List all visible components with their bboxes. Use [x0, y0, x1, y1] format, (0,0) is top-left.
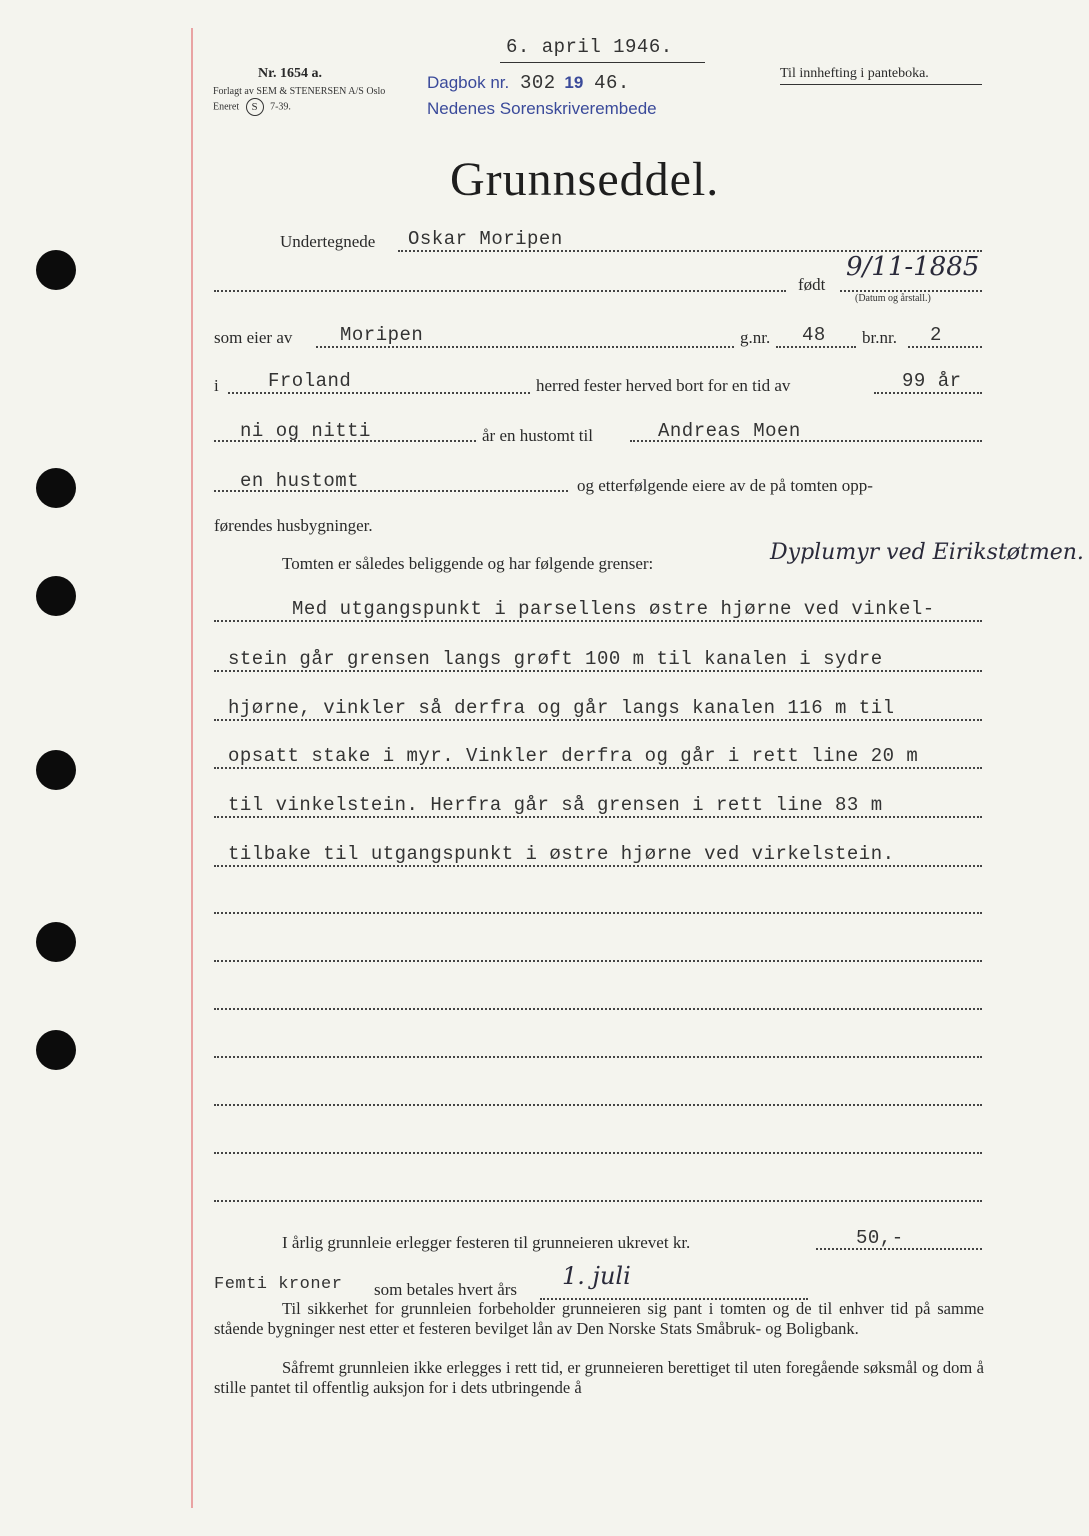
brnr-label: br.nr. [862, 328, 897, 347]
ruled-line [214, 1008, 982, 1010]
filing-underline [780, 84, 982, 85]
ruled-line [214, 1152, 982, 1154]
i-label: i [214, 376, 219, 395]
ruled-line [214, 620, 982, 622]
filing-note: Til innhefting i panteboka. [780, 66, 929, 81]
herred-line [228, 392, 530, 394]
ruled-line [214, 865, 982, 867]
formal-line [214, 490, 568, 492]
rent-label: I årlig grunnleie erlegger festeren til grunneieren ukrevet kr. [282, 1233, 691, 1252]
name-continuation-line [214, 290, 786, 292]
forendes-text: førendes husbygninger. [214, 516, 373, 535]
formal-value: en hustomt [240, 470, 360, 492]
ruled-line [214, 1104, 982, 1106]
betales-label: som betales hvert års [374, 1280, 518, 1299]
publisher-logo-icon: S [246, 98, 264, 116]
form-number: Nr. 1654 a. [258, 66, 323, 81]
etterfolgende-text: og etterfølgende eiere av de på tomten opp- [577, 476, 873, 495]
fodt-label: født [798, 275, 826, 294]
brnr-value: 2 [930, 324, 942, 346]
grenser-handwritten: Dyplumyr ved Eirikstøtmen. [770, 540, 1084, 565]
punch-hole [36, 1030, 76, 1070]
ruled-line [214, 719, 982, 721]
dagbok-number: 302 [519, 72, 556, 94]
tid-value: 99 år [902, 370, 962, 392]
ruled-line [214, 767, 982, 769]
boundary-line: tilbake til utgangspunkt i østre hjørne ved virkelstein. [228, 843, 895, 865]
publisher-line1: Forlagt av SEM & STENERSEN A/S Oslo [213, 86, 386, 97]
rent-amount-line [816, 1248, 982, 1250]
eier-label: som eier av [214, 328, 293, 347]
gnr-label: g.nr. [740, 328, 771, 347]
publisher-line2: Eneret [213, 101, 240, 113]
punch-hole [36, 922, 76, 962]
boundary-line: til vinkelstein. Herfra går så grensen i rett line 83 m [228, 794, 883, 816]
dagbok-year: 46. [594, 72, 630, 94]
punch-hole [36, 250, 76, 290]
undertegnede-value: Oskar Moripen [408, 228, 563, 250]
ruled-line [214, 960, 982, 962]
rent-words: Femti kroner [214, 1275, 343, 1294]
page-title: Grunnseddel. [450, 153, 720, 206]
dagbok-label: Dagbok nr. [427, 73, 510, 92]
dagbok-stamp [427, 72, 630, 94]
security-paragraph: Til sikkerhet for grunnleien forbeholder grunneieren sig pant i tomten og de til enhver tid på samme stående bygninger nest etter et festeren bevilget lån av Den Norske Stats Småbruk- og Boligbank. [214, 1299, 984, 1338]
fester-line [630, 440, 982, 442]
date-underline [500, 62, 705, 63]
tid-words: ni og nitti [240, 420, 371, 442]
punch-hole [36, 468, 76, 508]
boundary-line: Med utgangspunkt i parsellens østre hjørne ved vinkel- [292, 598, 935, 620]
herred-value: Froland [268, 370, 352, 392]
undertegnede-label: Undertegnede [280, 232, 376, 251]
gnr-value: 48 [802, 324, 826, 346]
publisher-date: 7-39. [270, 101, 291, 113]
ruled-line [214, 912, 982, 914]
ruled-line [214, 670, 982, 672]
dagbok-year-prefix: 19 [564, 73, 584, 92]
date-stamp: 6. april 1946. [506, 36, 673, 58]
fodt-hint: (Datum og årstall.) [855, 293, 931, 304]
herred-text: herred fester herved bort for en tid av [536, 376, 791, 395]
betales-value: 1. juli [562, 1262, 631, 1290]
rent-amount: 50,- [856, 1227, 904, 1249]
fodt-line [840, 290, 982, 292]
tid-words-line [214, 440, 476, 442]
boundary-line: opsatt stake i myr. Vinkler derfra og går i rett line 20 m [228, 745, 919, 767]
ruled-line [214, 1056, 982, 1058]
office-stamp: Nedenes Sorenskriverembede [427, 99, 657, 118]
ruled-line [214, 1200, 982, 1202]
eier-value: Moripen [340, 324, 424, 346]
tid-line [874, 392, 982, 394]
boundary-line: hjørne, vinkler så derfra og går langs kanalen 116 m til [228, 697, 895, 719]
ruled-line [214, 816, 982, 818]
eier-line [316, 346, 734, 348]
margin-line [191, 28, 193, 1508]
punch-hole [36, 750, 76, 790]
hustomt-text: år en hustomt til [482, 426, 593, 445]
brnr-line [908, 346, 982, 348]
publisher-info [213, 86, 393, 116]
fodt-value: 9/11-1885 [846, 252, 980, 282]
boundary-line: stein går grensen langs grøft 100 m til kanalen i sydre [228, 648, 883, 670]
grenser-label: Tomten er således beliggende og har følgende grenser: [282, 554, 654, 573]
fester-value: Andreas Moen [658, 420, 801, 442]
punch-hole [36, 576, 76, 616]
gnr-line [776, 346, 856, 348]
default-paragraph: Såfremt grunnleien ikke erlegges i rett tid, er grunneieren berettiget til uten foregående søksmål og dom å stille pantet til offentlig auksjon for i dets utbringende å [214, 1358, 984, 1397]
